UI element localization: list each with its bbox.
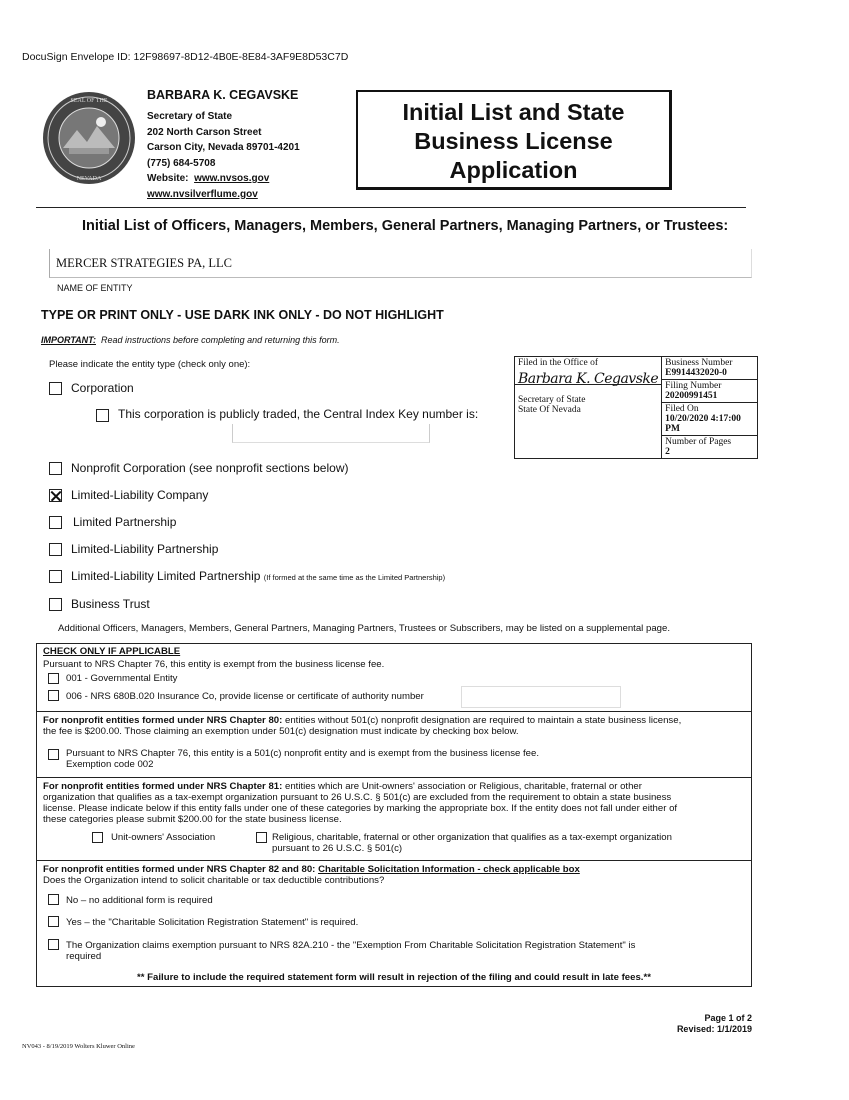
entity-name-value: MERCER STRATEGIES PA, LLC — [56, 256, 232, 270]
insurance-co-checkbox[interactable] — [48, 690, 59, 701]
svg-text:SEAL OF THE: SEAL OF THE — [70, 98, 108, 104]
unit-owners-label: Unit-owners' Association — [111, 832, 216, 843]
silverflume-link[interactable]: www.nvsilverflume.gov — [147, 188, 258, 200]
important-text: Read instructions before completing and returning this form. — [101, 335, 340, 345]
lp-checkbox[interactable] — [49, 516, 62, 529]
website-link[interactable]: www.nvsos.gov — [194, 173, 270, 184]
solicit-yes-checkbox[interactable] — [48, 916, 59, 927]
failure-warning: ** Failure to include the required statement form will result in rejection of the filing and could result in late fees.** — [137, 972, 651, 983]
secretary-name: BARBARA K. CEGAVSKE — [147, 88, 299, 102]
business-trust-label: Business Trust — [71, 597, 150, 611]
entity-name-caption: NAME OF ENTITY — [57, 283, 133, 293]
llp-checkbox[interactable] — [49, 543, 62, 556]
ch82-underlined: Charitable Solicitation Information - check applicable box — [318, 864, 580, 875]
filed-secretary-line1: Secretary of State — [518, 395, 586, 405]
nonprofit-label: Nonprofit Corporation (see nonprofit sections below) — [71, 461, 349, 475]
business-number-label: Business Number — [665, 358, 733, 368]
solicit-no-checkbox[interactable] — [48, 894, 59, 905]
ch81-line3: license. Please indicate below if this entity falls under one of these categories by marking the appropriate box. If the entity does not fall under either of — [43, 803, 678, 814]
form-title-line1: Initial List and State — [402, 99, 625, 125]
religious-org-line2: pursuant to 26 U.S.C. § 501(c) — [272, 843, 403, 854]
form-code: NV043 - 8/19/2019 Wolters Kluwer Online — [22, 1043, 135, 1050]
filing-stamp-box — [514, 356, 758, 459]
religious-org-checkbox[interactable] — [256, 832, 267, 843]
lllp-label: Limited-Liability Limited Partnership — [71, 569, 261, 583]
solicit-exempt-line2: required — [66, 951, 102, 962]
revised-date: Revised: 1/1/2019 — [676, 1024, 752, 1034]
header-rule — [36, 207, 746, 208]
secretary-title: Secretary of State — [147, 111, 233, 122]
ch82-question: Does the Organization intend to solicit charitable or tax deductible contributions? — [43, 875, 385, 886]
corporation-label: Corporation — [71, 381, 134, 395]
unit-owners-checkbox[interactable] — [92, 832, 103, 843]
type-print-instruction: TYPE OR PRINT ONLY - USE DARK INK ONLY - DO NOT HIGHLIGHT — [41, 308, 444, 322]
phone: (775) 684-5708 — [147, 157, 216, 169]
filed-secretary-line2: State Of Nevada — [518, 405, 581, 415]
address-line1: 202 North Carson Street — [147, 126, 262, 138]
ch81-line2: organization that qualifies as a tax-exempt organization pursuant to 26 U.S.C. § 501(c) are excluded from the requirement to obtain a state business — [43, 792, 672, 803]
religious-org-line1: Religious, charitable, fraternal or other organization that qualifies as a tax-exempt organization — [272, 832, 672, 843]
llc-checkbox[interactable] — [49, 489, 62, 502]
page-number: Page 1 of 2 — [704, 1013, 752, 1023]
business-number: E9914432020-0 — [665, 368, 727, 378]
publicly-traded-label: This corporation is publicly traded, the Central Index Key number is: — [118, 407, 479, 421]
ch80-line1: entities without 501(c) nonprofit designation are required to maintain a state business license, — [282, 715, 682, 726]
insurance-co-label: 006 - NRS 680B.020 Insurance Co, provide license or certificate of authority number — [66, 691, 424, 702]
llc-label: Limited-Liability Company — [71, 488, 209, 502]
list-heading: Initial List of Officers, Managers, Members, General Partners, Managing Partners, or Trustees: — [82, 218, 729, 234]
lllp-checkbox[interactable] — [49, 570, 62, 583]
svg-text:NEVADA: NEVADA — [76, 176, 102, 182]
check-only-heading: CHECK ONLY IF APPLICABLE — [43, 646, 181, 657]
filed-in-label: Filed in the Office of — [518, 358, 599, 368]
envelope-id: DocuSign Envelope ID: 12F98697-8D12-4B0E-8E84-3AF9E8D53C7D — [22, 51, 349, 63]
ch81-heading: For nonprofit entities formed under NRS Chapter 81: — [43, 781, 283, 792]
llp-label: Limited-Liability Partnership — [71, 542, 219, 556]
entity-name-field[interactable] — [49, 249, 752, 278]
filed-on: 10/20/2020 4:17:00 PM — [665, 414, 741, 434]
nonprofit-checkbox[interactable] — [49, 462, 62, 475]
filing-number-label: Filing Number — [665, 381, 722, 391]
pages-label: Number of Pages — [665, 437, 732, 447]
ch80-line2: the fee is $200.00. Those claiming an exemption under 501(c) designation must indicate by checking box below. — [43, 726, 519, 737]
secretary-signature: Barbara K. Cegavske — [518, 371, 659, 387]
ch81-line4: these categories please submit $200.00 for the state business license. — [43, 814, 342, 825]
filing-number: 20200991451 — [665, 391, 718, 401]
solicit-yes-label: Yes – the "Charitable Solicitation Registration Statement" is required. — [66, 917, 359, 928]
authority-number-input[interactable] — [461, 686, 621, 708]
additional-officers-note: Additional Officers, Managers, Members, General Partners, Managing Partners, Trustees or Subscribers, may be listed on a supplemental page. — [58, 623, 670, 634]
filed-on-label: Filed On — [665, 404, 699, 414]
cik-number-input[interactable] — [232, 424, 430, 443]
corporation-checkbox[interactable] — [49, 382, 62, 395]
entity-type-prompt: Please indicate the entity type (check only one): — [49, 359, 251, 370]
ch80-option-line1: Pursuant to NRS Chapter 76, this entity is a 501(c) nonprofit entity and is exempt from the business license fee. — [66, 748, 539, 759]
solicit-exempt-line1: The Organization claims exemption pursuant to NRS 82A.210 - the "Exemption From Charitable Solicitation Registration Statement" is — [66, 940, 636, 951]
check-only-text: Pursuant to NRS Chapter 76, this entity is exempt from the business license fee. — [43, 659, 385, 670]
pages-count: 2 — [665, 447, 670, 457]
governmental-entity-label: 001 - Governmental Entity — [66, 673, 178, 684]
business-trust-checkbox[interactable] — [49, 598, 62, 611]
lllp-note: (If formed at the same time as the Limited Partnership) — [263, 573, 446, 582]
solicit-no-label: No – no additional form is required — [66, 895, 213, 906]
address-line2: Carson City, Nevada 89701-4201 — [147, 142, 300, 153]
publicly-traded-checkbox[interactable] — [96, 409, 109, 422]
ch80-option-line2: Exemption code 002 — [66, 759, 154, 770]
ch80-exempt-checkbox[interactable] — [48, 749, 59, 760]
ch80-heading: For nonprofit entities formed under NRS Chapter 80: — [43, 715, 283, 726]
form-title-line2: Business License — [414, 128, 613, 154]
form-title-line3: Application — [449, 157, 578, 183]
website-label: Website: — [147, 173, 189, 184]
form-title-box — [356, 90, 672, 190]
lp-label: Limited Partnership — [73, 515, 177, 529]
ch81-line1: entities which are Unit-owners' association or Religious, charitable, fraternal or other — [282, 781, 642, 792]
divider — [36, 777, 752, 778]
governmental-entity-checkbox[interactable] — [48, 673, 59, 684]
state-seal-icon — [41, 90, 137, 186]
divider — [36, 860, 752, 861]
divider — [36, 711, 752, 712]
important-label: IMPORTANT: — [41, 335, 96, 345]
ch82-heading: For nonprofit entities formed under NRS Chapter 82 and 80: — [43, 864, 316, 875]
solicit-exempt-checkbox[interactable] — [48, 939, 59, 950]
